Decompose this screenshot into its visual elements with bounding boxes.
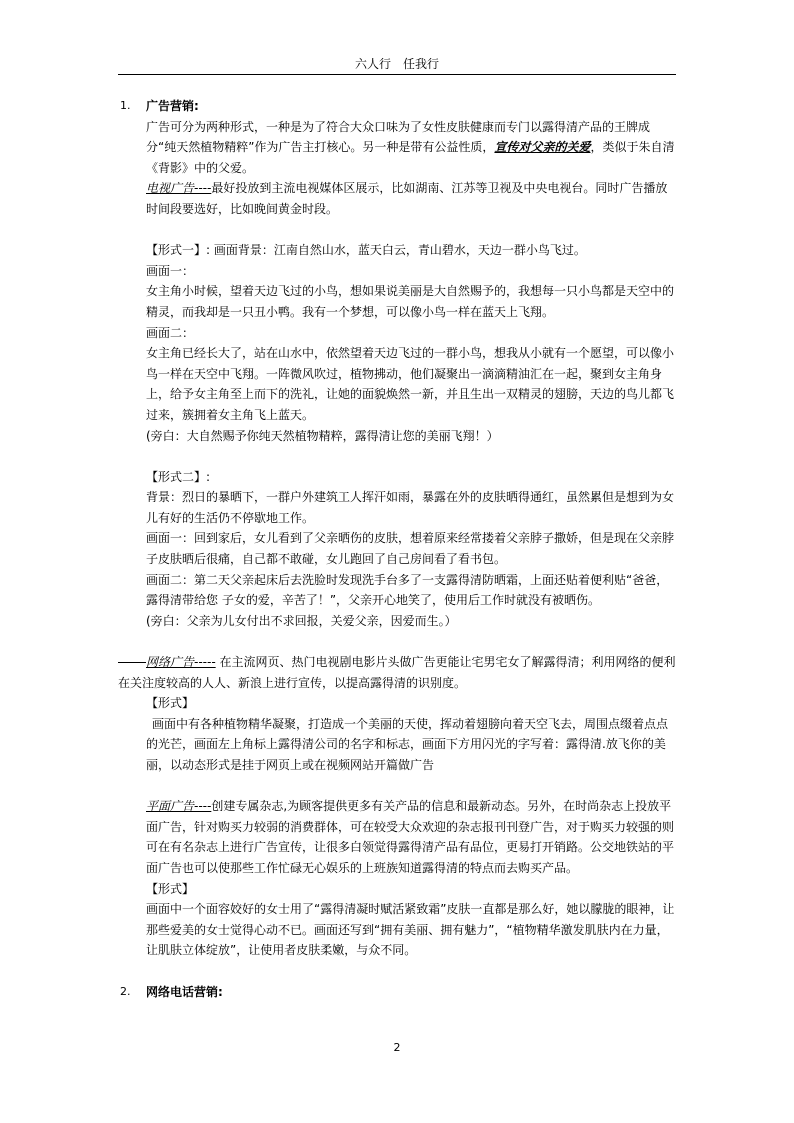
form1-scene2-label: 画面二： (146, 325, 195, 340)
section-number: 1. (120, 99, 131, 112)
spacer (146, 220, 678, 241)
underline-lead (118, 661, 146, 663)
tv-ad-label: 电视广告---- (146, 181, 212, 196)
form1-voiceover: (旁白：大自然赐予你纯天然植物精粹，露得清让您的美丽飞翔！） (146, 428, 499, 443)
print-form-label: 【形式】 (146, 881, 195, 896)
web-form-label: 【形式】 (146, 696, 195, 711)
form1-title: 【形式一】: 画面背景：江南自然山水，蓝天白云，青山碧水，天边一群小鸟飞过。 (146, 243, 586, 258)
page-number: 2 (393, 1041, 401, 1054)
spacer (146, 961, 678, 982)
section-number: 2. (120, 984, 131, 998)
web-ad-paragraph: 网络广告----- 在主流网页、热门电视剧电影片头做广告更能让宅男宅女了解露得清；利用网络的便利在关注度较高的人人、新浪上进行宣传，以提高露得清的识别度。 (118, 655, 676, 690)
tv-ad-paragraph: 电视广告----最好投放到主流电视媒体区展示，比如湖南、江苏等卫视及中央电视台。同时广告播放时间段要选好，比如晚间黄金时段。 (146, 181, 668, 216)
form2-background: 背景：烈日的暴晒下，一群户外建筑工人挥汗如雨，暴露在外的皮肤晒得通红，虽然累但是想到为女儿有好的生活仍不停歇地工作。 (146, 490, 675, 525)
form2-scene1: 画面一：回到家后，女儿看到了父亲晒伤的皮肤，想着原来经常搂着父亲脖子撒娇，但是现在父亲脖子皮肤晒后很痛，自己都不敢碰，女儿跑回了自己房间看了看书包。 (146, 531, 675, 567)
web-ad-label: 网络广告----- (146, 655, 216, 670)
print-ad-label: 平面广告---- (146, 799, 212, 814)
section-advertising (118, 96, 678, 982)
spacer (146, 776, 678, 797)
print-form-text: 画面中一个面容姣好的女士用了“露得清凝时赋活紧致霜”皮肤一直都是那么好，她以朦胧的眼神，让那些爱美的女士觉得心动不已。画面还写到“拥有美丽、拥有魅力”，“植物精华激发肌肤内在力量，让肌肤立体绽放”，让使用者皮肤柔嫩，与众不同。 (146, 902, 675, 958)
form2-voiceover: (旁白：父亲为儿女付出不求回报，关爱父亲，因爱而生。） (146, 613, 457, 628)
print-ad-paragraph: 平面广告----创建专属杂志,为顾客提供更多有关产品的信息和最新动态。另外，在时尚杂志上投放平面广告，针对购买力较弱的消费群体，可在较受大众欢迎的杂志报刊刊登广告，对于购买力较强的则可在有名杂志上进行广告宣传，让很多白领觉得露得清产品有品位，更易打开销路。公交地铁站的平面广告也可以使那些工作忙碌无心娱乐的上班族知道露得清的特点而去购买产品。 (146, 799, 675, 875)
section-title: 网络电话营销: (146, 984, 223, 999)
form2-scene2: 画面二：第二天父亲起床后去洗脸时发现洗手台多了一支露得清防晒霜，上面还贴着便利贴“爸爸，露得清带给您 子女的爱，辛苦了！”，父亲开心地笑了，使用后工作时就没有被晒伤。 (146, 572, 669, 608)
spacer (146, 631, 678, 652)
form2-title: 【形式二】: (146, 469, 211, 484)
spacer (146, 446, 678, 467)
form1-scene1-text: 女主角小时候，望着天边飞过的小鸟，想如果说美丽是大自然赐予的，我想每一只小鸟都是天空中的精灵，而我却是一只丑小鸭。我有一个梦想，可以像小鸟一样在蓝天上飞翔。 (146, 284, 675, 319)
section-title: 广告营销: (146, 99, 199, 113)
section-phone-marketing (118, 982, 678, 1003)
page-header: 六人行 任我行 (354, 57, 439, 71)
document-body (118, 96, 678, 1002)
form1-scene2-text: 女主角已经长大了，站在山水中，依然望着天边飞过的一群小鸟，想我从小就有一个愿望，可以像小鸟一样在天空中飞翔。一阵微风吹过，植物拂动，他们凝聚出一滴滴精油汇在一起，聚到女主角身上，给予女主角至上而下的洗礼，让她的面貌焕然一新，并且生出一双精灵的翅膀，天边的鸟儿都飞过来，簇拥着女主角飞上蓝天。 (146, 346, 675, 422)
form1-scene1-label: 画面一： (146, 263, 195, 278)
web-form-text: 画面中有各种植物精华凝聚，打造成一个美丽的天使，挥动着翅膀向着天空飞去，周围点缀着点点的光芒，画面左上角标上露得清公司的名字和标志，画面下方用闪光的字写着：露得清.放飞你的美丽，以动态形式是挂于网页上或在视频网站开篇做广告 (146, 716, 669, 772)
header-rule (118, 74, 676, 75)
emphasis-text: 宣传对父亲的关爱 (494, 140, 591, 155)
intro-paragraph: 广告可分为两种形式，一种是为了符合大众口味为了女性皮肤健康而专门以露得清产品的王牌成分“纯天然植物精粹”作为广告主打核心。另一种是带有公益性质，宣传对父亲的关爱，类似于朱自清《背影》中的父爱。 (146, 119, 675, 175)
